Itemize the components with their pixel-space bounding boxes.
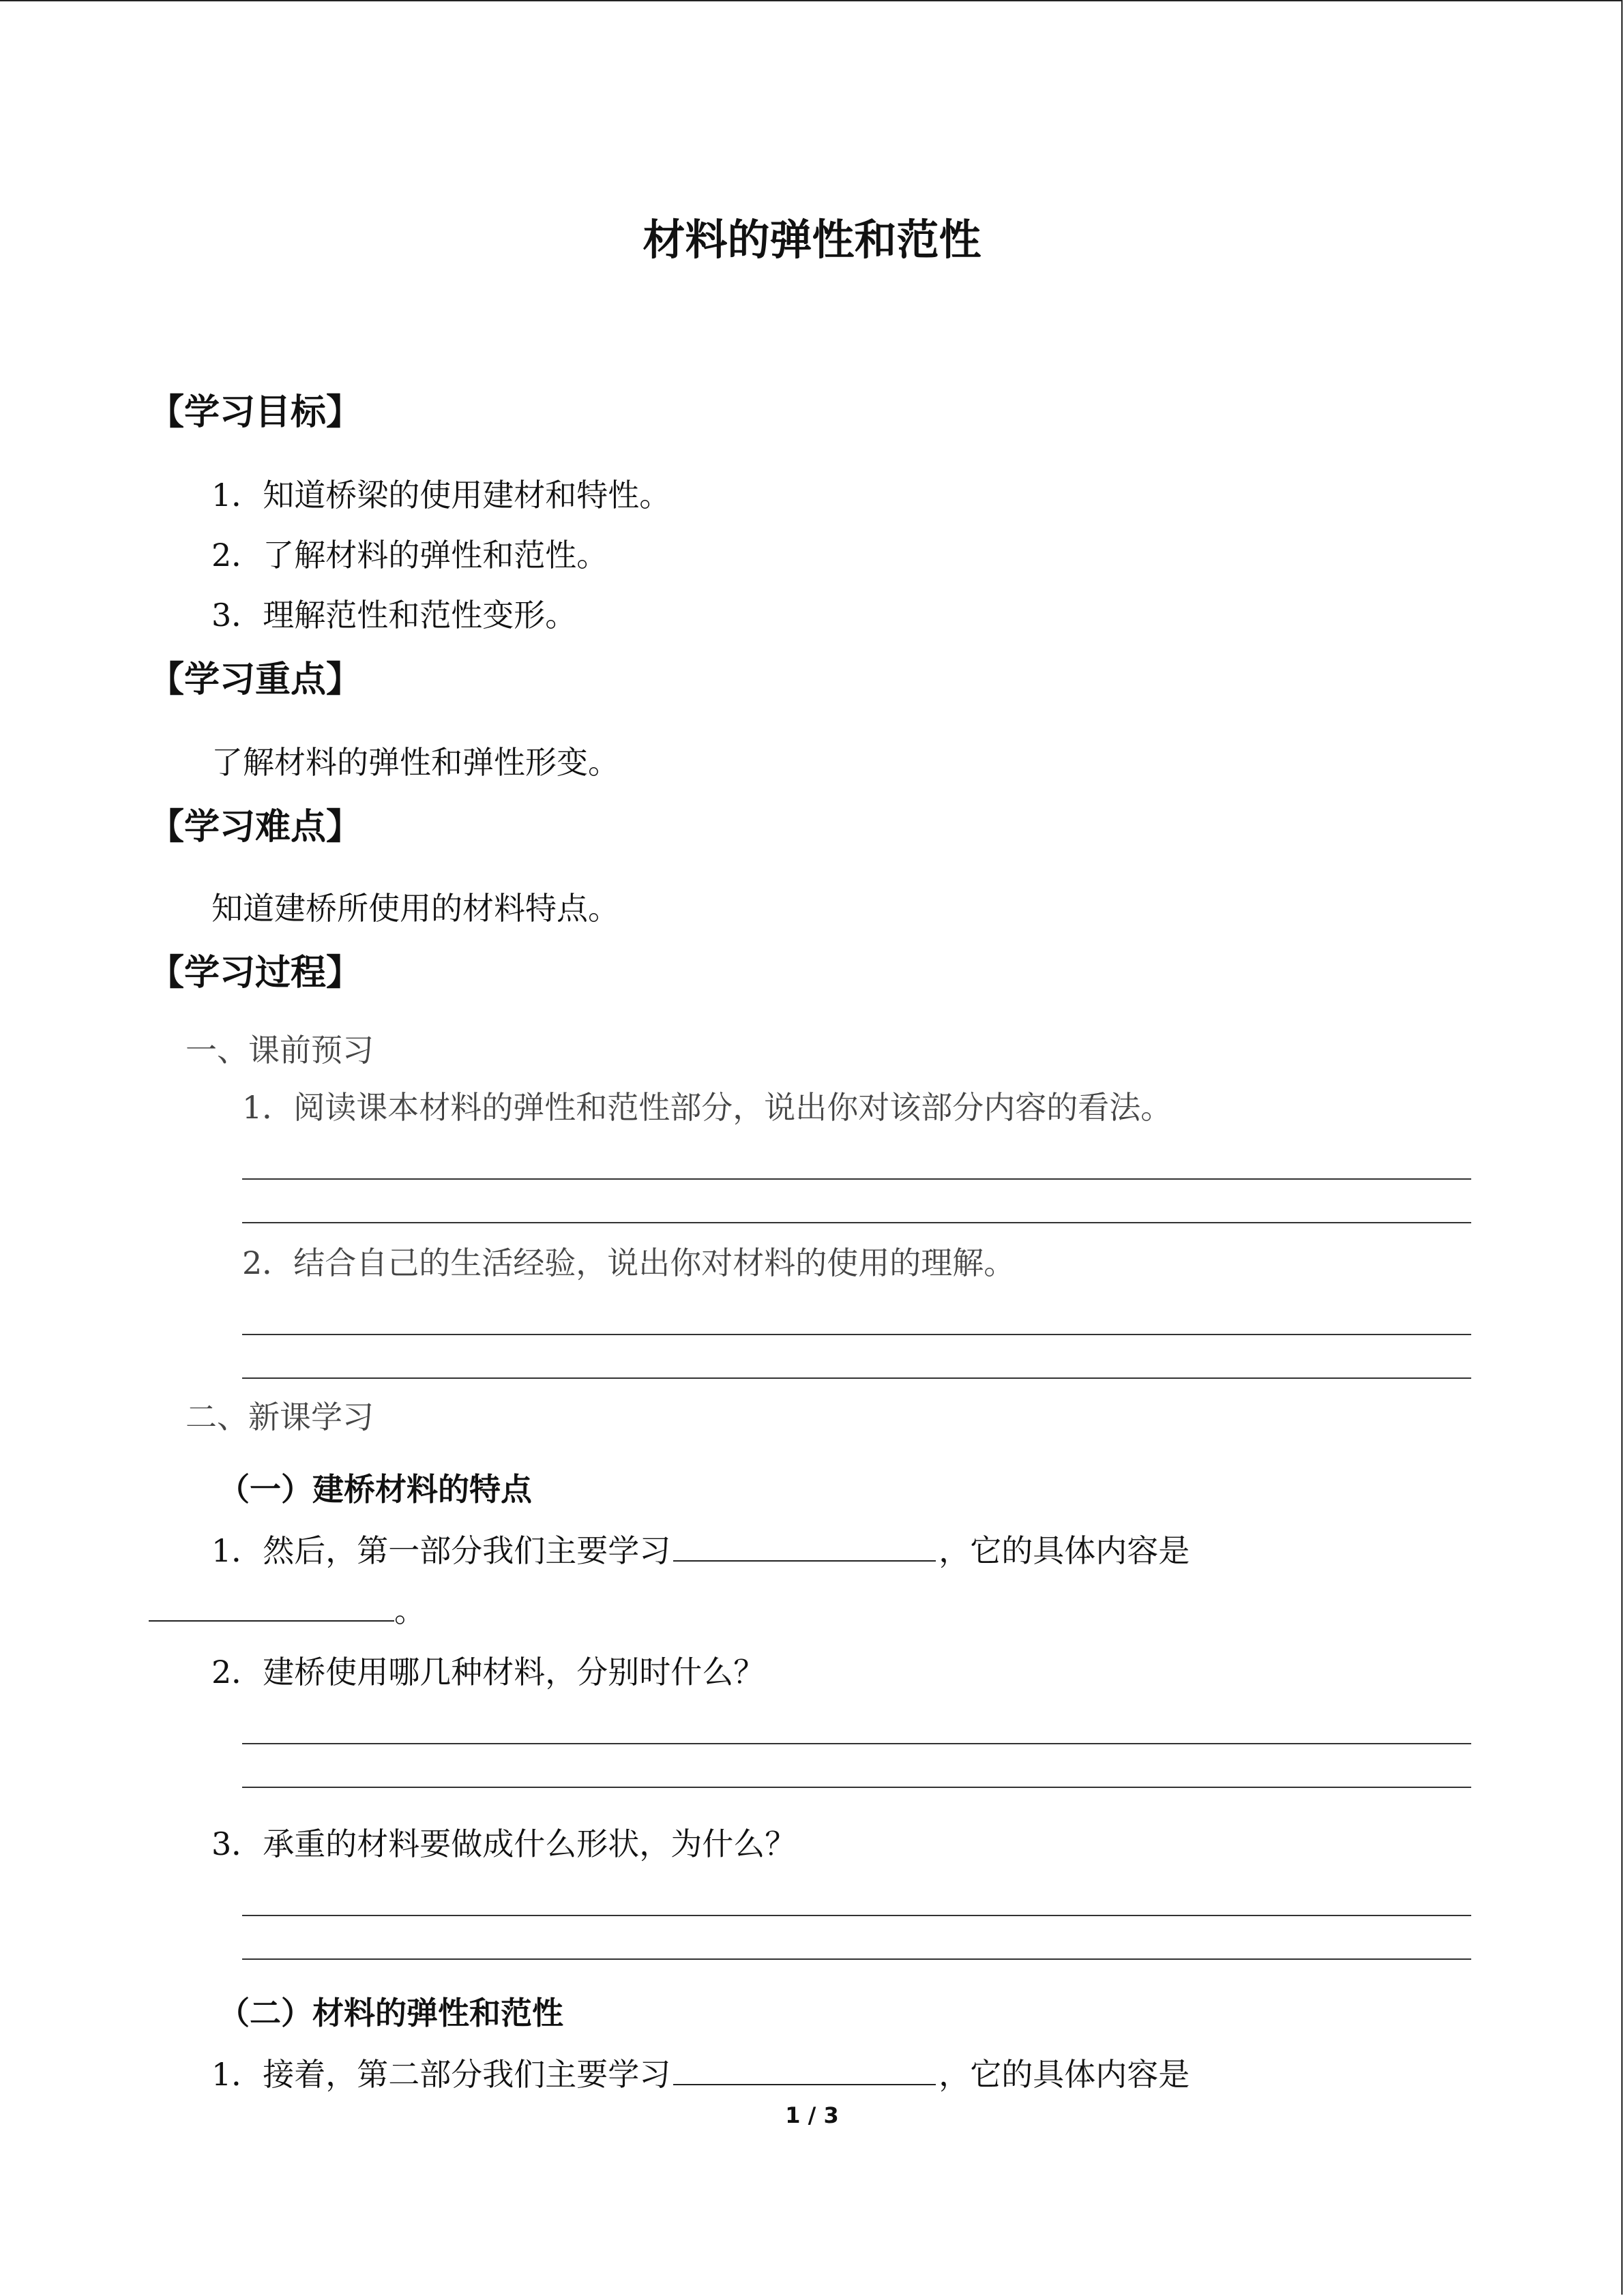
difficulties-text: 知道建桥所使用的材料特点。 [211, 890, 619, 927]
part1-question-2: 2．建桥使用哪几种材料，分别时什么？ [211, 1654, 765, 1690]
answer-line[interactable] [242, 1958, 1471, 1960]
fill-in-blank[interactable] [673, 1530, 936, 1562]
answer-line[interactable] [242, 1222, 1471, 1223]
new-lesson-label: 二、新课学习 [186, 1399, 374, 1435]
key-points-text: 了解材料的弹性和弹性形变。 [211, 744, 619, 781]
part2-q1-before: 1．接着，第二部分我们主要学习 [211, 2056, 671, 2093]
answer-line[interactable] [242, 1787, 1471, 1788]
goal-item-2: 2．了解材料的弹性和范性。 [211, 537, 608, 573]
heading-difficulties: 【学习难点】 [149, 807, 362, 848]
answer-line[interactable] [242, 1178, 1471, 1180]
part1-question-1-continued [149, 1590, 426, 1631]
answer-line[interactable] [242, 1334, 1471, 1335]
preview-question-2: 2．结合自己的生活经验，说出你对材料的使用的理解。 [242, 1244, 1016, 1281]
heading-learning-process: 【学习过程】 [149, 953, 362, 994]
goal-item-3: 3．理解范性和范性变形。 [211, 597, 577, 633]
preview-label: 一、课前预习 [186, 1032, 374, 1069]
answer-line[interactable] [242, 1743, 1471, 1744]
part1-heading: （一）建桥材料的特点 [218, 1471, 532, 1508]
answer-line[interactable] [242, 1915, 1471, 1916]
answer-line[interactable] [242, 1377, 1471, 1379]
preview-question-1: 1．阅读课本材料的弹性和范性部分，说出你对该部分内容的看法。 [242, 1089, 1172, 1126]
document-title: 材料的弹性和范性 [643, 215, 981, 265]
part2-heading: （二）材料的弹性和范性 [218, 1995, 563, 2031]
part1-q1-end: 。 [394, 1592, 426, 1629]
page-number: 1 / 3 [785, 2102, 839, 2128]
part1-question-1 [211, 1530, 1190, 1571]
part1-question-3: 3．承重的材料要做成什么形状，为什么？ [211, 1825, 797, 1862]
part1-q1-before: 1．然后，第一部分我们主要学习 [211, 1532, 671, 1569]
part2-question-1 [211, 2054, 1190, 2095]
heading-learning-goals: 【学习目标】 [149, 392, 362, 433]
part1-q1-after: ，它的具体内容是 [939, 1532, 1190, 1569]
goal-item-1: 1．知道桥梁的使用建材和特性。 [211, 477, 671, 513]
heading-key-points: 【学习重点】 [149, 659, 362, 700]
fill-in-blank[interactable] [149, 1590, 394, 1622]
fill-in-blank[interactable] [673, 2054, 936, 2085]
part2-q1-after: ，它的具体内容是 [939, 2056, 1190, 2093]
